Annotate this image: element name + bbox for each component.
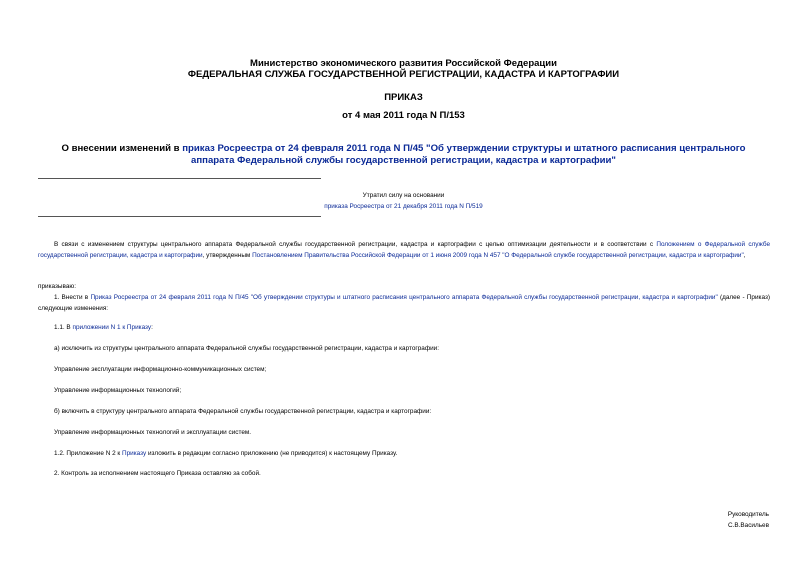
divider-top [38,178,321,179]
order-link[interactable]: Приказу [122,450,147,457]
appendix-1-link[interactable]: приложении N 1 к Приказу [72,324,152,331]
document-title [40,143,767,167]
divider-bottom [38,216,321,217]
item-a: а) исключить из структуры центрального аппарата Федеральной службы государственной регистрации, кадастра и картографии: [54,345,440,352]
regulation-link[interactable]: Положением о Федеральной службе государственной регистрации, кадастра и картографии [38,241,771,259]
lost-force-text: Утратил силу на основании [362,192,445,199]
service-heading: ФЕДЕРАЛЬНАЯ СЛУЖБА ГОСУДАРСТВЕННОЙ РЕГИСТРАЦИИ, КАДАСТРА И КАРТОГРАФИИ [187,69,620,80]
government-decree-link[interactable]: Постановлением Правительства Российской Федерации от 1 июня 2009 года N 457 "О Федеральной службе государственной регистрации, кадастра и картографии" [252,252,744,259]
item-2: 2. Контроль за исполнением настоящего Приказа оставляю за собой. [54,470,261,477]
item-1-1-text-1: 1.1. В [54,324,73,331]
item-b-1: Управление информационных технологий и эксплуатации систем. [54,429,252,436]
signature-role: Руководитель [727,511,769,518]
order-word: приказываю: [38,283,76,290]
item-1 [38,292,770,314]
preamble-text-3: , [743,252,746,259]
signature-name: С.В.Васильев [727,522,769,529]
lost-force-note [290,190,517,212]
item-1-2-text-1: 1.2. Приложение N 2 к [54,450,122,457]
lost-force-link[interactable]: приказа Росреестра от 21 декабря 2011 года N П/519 [324,203,483,210]
preamble-text-2: , утвержденным [202,252,253,259]
item-1-2-text-2: изложить в редакции согласно приложению (не приводится) к настоящему Приказу. [146,450,398,457]
item-1-1 [38,322,770,333]
item-1-1-text-2: : [151,324,153,331]
document-type: ПРИКАЗ [384,92,423,103]
title-prefix: О внесении изменений в [61,143,183,154]
document-date: от 4 мая 2011 года N П/153 [342,110,465,121]
item-a-2: Управление информационных технологий; [54,387,182,394]
title-link-order-p45[interactable]: приказ Росреестра от 24 февраля 2011 года N П/45 "Об утверждении структуры и штатного расписания центрального аппарата Федеральной службы государственной регистрации, кадастра и картографии" [182,143,746,166]
item-a-1: Управление эксплуатации информационно-коммуникационных систем; [54,366,267,373]
preamble-text-1: В связи с изменением структуры центрального аппарата Федеральной службы государственной регистрации, кадастра и картографии с целью оптимизации деятельности и в соответствии с [54,241,657,248]
item-b: б) включить в структуру центрального аппарата Федеральной службы государственной регистрации, кадастра и картографии: [54,408,432,415]
preamble-paragraph [38,239,770,261]
order-p45-link[interactable]: Приказ Росреестра от 24 февраля 2011 года N П/45 "Об утверждении структуры и штатного расписания центрального аппарата Федеральной службы государственной регистрации, кадастра и картографии" [90,294,718,301]
ministry-heading: Министерство экономического развития Российской Федерации [250,58,557,69]
item-1-text-1: 1. Внести в [54,294,91,301]
item-1-text-2: (далее - Приказ) следующие изменения: [38,294,770,312]
item-1-2 [38,448,770,459]
